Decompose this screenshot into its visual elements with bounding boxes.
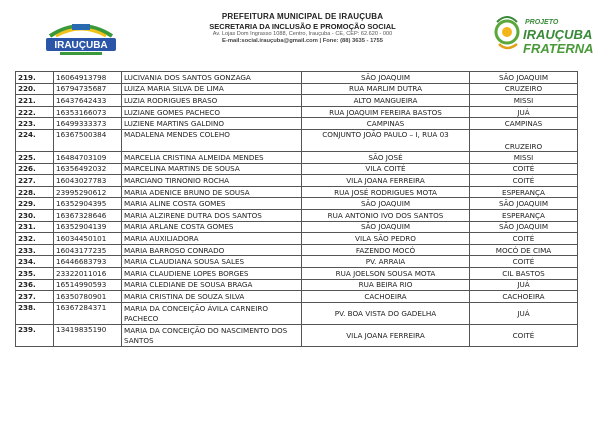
row-number: 235. (16, 267, 54, 279)
table-row (16, 302, 578, 324)
locality: CACHOEIRA (470, 291, 578, 303)
table-row (16, 198, 578, 210)
table-row (16, 324, 578, 346)
address: RUA JOSÉ RODRIGUES MOTA (302, 186, 470, 198)
address: SÃO JOAQUIM (302, 72, 470, 84)
registration-id: 16367500384 (54, 129, 122, 151)
row-number: 225. (16, 151, 54, 163)
svg-text:FRATERNA: FRATERNA (523, 41, 594, 56)
person-name: MARIA ALINE COSTA GOMES (122, 198, 302, 210)
row-number: 236. (16, 279, 54, 291)
person-name: MADALENA MENDES COLEHO (122, 129, 302, 151)
registration-id: 16367328646 (54, 209, 122, 221)
svg-text:IRAUÇUBA: IRAUÇUBA (54, 40, 108, 51)
address: RUA BEIRA RIO (302, 279, 470, 291)
address: CAMPINAS (302, 118, 470, 130)
table-row (16, 83, 578, 95)
table-row (16, 106, 578, 118)
address: RUA JOAQUIM FEREIRA BASTOS (302, 106, 470, 118)
row-number: 223. (16, 118, 54, 130)
address-line: Av. Lojas Dom Ingrasso 1088, Centro, Irauçuba - CE, CEP: 62.620 - 000 (212, 31, 393, 38)
table-row (16, 72, 578, 84)
iraucuba-city-logo (42, 14, 120, 58)
locality: COITÉ (470, 256, 578, 268)
locality: JUÁ (470, 302, 578, 324)
person-name: MARIA ALZIRENE DUTRA DOS SANTOS (122, 209, 302, 221)
person-name: MARCIANO TIRNONIO ROCHA (122, 175, 302, 187)
address: SÃO JOAQUIM (302, 198, 470, 210)
address: SÃO JOSÉ (302, 151, 470, 163)
table-row (16, 291, 578, 303)
locality: JUÁ (470, 106, 578, 118)
address: PV. ARRAIA (302, 256, 470, 268)
person-name: MARIA CRISTINA DE SOUZA SILVA (122, 291, 302, 303)
person-name: LUZIANE GOMES PACHECO (122, 106, 302, 118)
locality: COITÉ (470, 163, 578, 175)
table-row (16, 267, 578, 279)
table-row (16, 151, 578, 163)
person-name: MARIA CLEDIANE DE SOUSA BRAGA (122, 279, 302, 291)
address: ALTO MANGUEIRA (302, 95, 470, 107)
header-text-block (200, 12, 405, 46)
table-row (16, 186, 578, 198)
address: CONJUNTO JOÃO PAULO – I, RUA 03 (302, 129, 470, 151)
person-name: MARIA DA CONCEIÇÃO DO NASCIMENTO DOS SANTOS (122, 324, 302, 346)
registry-table (15, 71, 578, 347)
person-name: LUCIVANIA DOS SANTOS GONZAGA (122, 72, 302, 84)
table-row (16, 118, 578, 130)
table-row (16, 256, 578, 268)
municipality-title: PREFEITURA MUNICIPAL DE IRAUÇUBA (221, 12, 384, 21)
registration-id: 16064913798 (54, 72, 122, 84)
registration-id: 16356492032 (54, 163, 122, 175)
address: FAZENDO MOCÓ (302, 244, 470, 256)
row-number: 224. (16, 129, 54, 151)
projeto-iraucuba-fraterna-logo (493, 8, 594, 66)
row-number: 228. (16, 186, 54, 198)
registration-id: 16367284371 (54, 302, 122, 324)
table-row (16, 221, 578, 233)
row-number: 221. (16, 95, 54, 107)
locality: CRUZEIRO (470, 129, 578, 151)
person-name: MARIA CLAUDIENE LOPES BORGES (122, 267, 302, 279)
registration-id: 16352904139 (54, 221, 122, 233)
locality: SÃO JOAQUIM (470, 72, 578, 84)
contact-line: E-mail:social.irauçuba@gmail.com | Fone: (88) 3635 - 1755 (222, 38, 383, 45)
address: VILA JOANA FERREIRA (302, 324, 470, 346)
table-row (16, 129, 578, 151)
table-row (16, 209, 578, 221)
address: VILA JOANA FERREIRA (302, 175, 470, 187)
registration-id: 16043027783 (54, 175, 122, 187)
registry-table-body (16, 72, 578, 347)
registration-id: 16446683793 (54, 256, 122, 268)
table-row (16, 163, 578, 175)
registration-id: 16499333373 (54, 118, 122, 130)
locality: CRUZEIRO (470, 83, 578, 95)
table-row (16, 244, 578, 256)
table-row (16, 233, 578, 245)
locality: MISSI (470, 151, 578, 163)
address: RUA ANTONIO IVO DOS SANTOS (302, 209, 470, 221)
row-number: 227. (16, 175, 54, 187)
locality: MOCÓ DE CIMA (470, 244, 578, 256)
table-row (16, 279, 578, 291)
person-name: MARIA ARLANE COSTA GOMES (122, 221, 302, 233)
row-number: 226. (16, 163, 54, 175)
person-name: MARIA BARROSO CONRADO (122, 244, 302, 256)
registration-id: 13419835190 (54, 324, 122, 346)
secretariat-title: SECRETARIA DA INCLUSÃO E PROMOÇÃO SOCIAL (209, 22, 396, 31)
row-number: 238. (16, 302, 54, 324)
locality: JUÁ (470, 279, 578, 291)
row-number: 230. (16, 209, 54, 221)
registration-id: 16350780901 (54, 291, 122, 303)
person-name: MARCELIA CRISTINA ALMEIDA MENDES (122, 151, 302, 163)
locality: COITÉ (470, 233, 578, 245)
address: VILA COITÉ (302, 163, 470, 175)
locality: CIL BASTOS (470, 267, 578, 279)
address: PV. BOA VISTA DO GADELHA (302, 302, 470, 324)
row-number: 229. (16, 198, 54, 210)
row-number: 231. (16, 221, 54, 233)
person-name: LUZIA RODRIGUES BRASO (122, 95, 302, 107)
registration-id: 23995290612 (54, 186, 122, 198)
document-header (0, 0, 600, 70)
row-number: 234. (16, 256, 54, 268)
address: RUA JOELSON SOUSA MOTA (302, 267, 470, 279)
locality: SÃO JOAQUIM (470, 198, 578, 210)
person-name: MARIA AUXILIADORA (122, 233, 302, 245)
person-name: MARCELINA MARTINS DE SOUSA (122, 163, 302, 175)
registration-id: 23322011016 (54, 267, 122, 279)
address: RUA MARLIM DUTRA (302, 83, 470, 95)
row-number: 222. (16, 106, 54, 118)
locality: COITÉ (470, 324, 578, 346)
registration-id: 16353166073 (54, 106, 122, 118)
locality: CAMPINAS (470, 118, 578, 130)
address: VILA SÃO PEDRO (302, 233, 470, 245)
person-name: MARIA ADENICE BRUNO DE SOUSA (122, 186, 302, 198)
registration-id: 16043177235 (54, 244, 122, 256)
registration-id: 16352904395 (54, 198, 122, 210)
row-number: 232. (16, 233, 54, 245)
table-row (16, 95, 578, 107)
registration-id: 16484703109 (54, 151, 122, 163)
person-name: MARIA CLAUDIANA SOUSA SALES (122, 256, 302, 268)
row-number: 237. (16, 291, 54, 303)
person-name: MARIA DA CONCEIÇÃO ÁVILA CARNEIRO PACHECO (122, 302, 302, 324)
locality: MISSI (470, 95, 578, 107)
locality: ESPERANÇA (470, 209, 578, 221)
row-number: 233. (16, 244, 54, 256)
svg-text:IRAUÇUBA: IRAUÇUBA (523, 27, 593, 42)
registration-id: 16514990593 (54, 279, 122, 291)
registration-id: 16794735687 (54, 83, 122, 95)
registration-id: 16437642433 (54, 95, 122, 107)
registration-id: 16034450101 (54, 233, 122, 245)
locality: SÃO JOAQUIM (470, 221, 578, 233)
address: CACHOEIRA (302, 291, 470, 303)
locality: COITÉ (470, 175, 578, 187)
table-row (16, 175, 578, 187)
svg-text:PROJETO: PROJETO (525, 19, 559, 26)
locality: ESPERANÇA (470, 186, 578, 198)
person-name: LUZIENE MARTINS GALDINO (122, 118, 302, 130)
address: SÃO JOAQUIM (302, 221, 470, 233)
row-number: 219. (16, 72, 54, 84)
person-name: LUIZA MARIA SILVA DE LIMA (122, 83, 302, 95)
row-number: 239. (16, 324, 54, 346)
row-number: 220. (16, 83, 54, 95)
